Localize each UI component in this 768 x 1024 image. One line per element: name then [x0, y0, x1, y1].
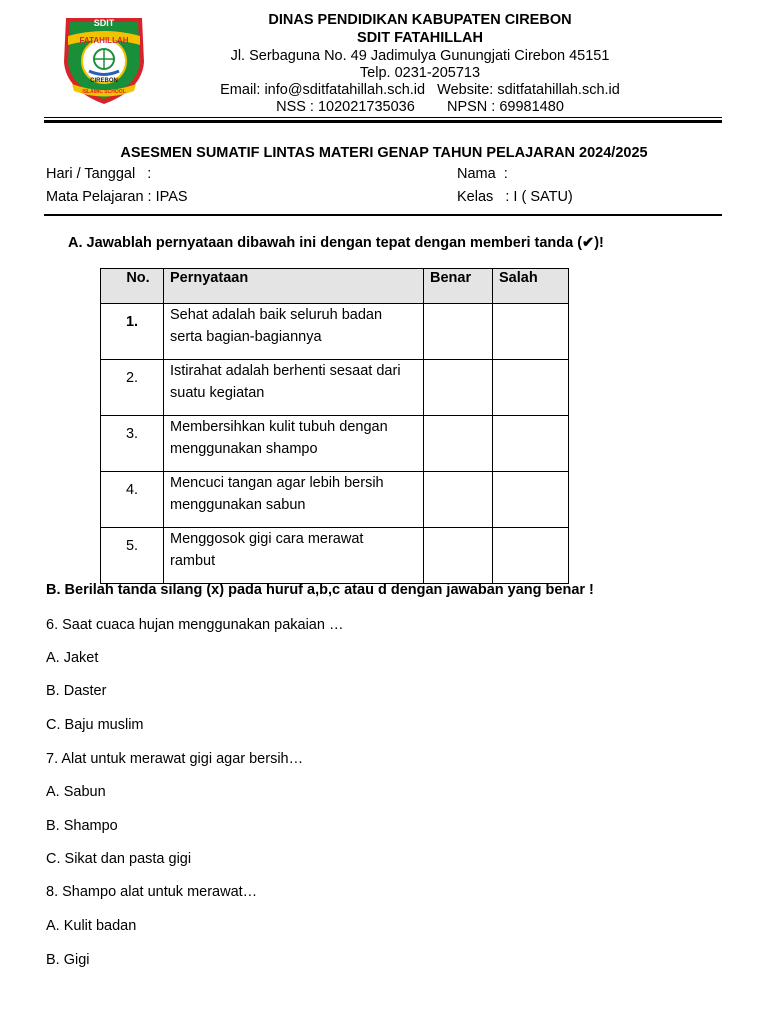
statement-line: Mencuci tangan agar lebih bersih [170, 475, 384, 491]
school-address: Jl. Serbaguna No. 49 Jadimulya Gunungjati Cirebon 45151 [230, 48, 610, 64]
false-answer-cell[interactable] [493, 472, 569, 528]
false-answer-cell[interactable] [493, 304, 569, 360]
table-header-row [101, 269, 569, 304]
logo-ribbon-text: FATAHILLAH [79, 36, 129, 45]
answer-option: A. Jaket [46, 650, 99, 666]
true-answer-cell[interactable] [424, 416, 493, 472]
letterhead-rule-thin [44, 117, 722, 118]
true-answer-cell[interactable] [424, 360, 493, 416]
school-phone: Telp. 0231-205713 [359, 65, 481, 81]
true-answer-cell[interactable] [424, 528, 493, 584]
answer-option: B. Daster [46, 683, 107, 699]
row-number: 4. [125, 482, 139, 498]
true-answer-cell[interactable] [424, 472, 493, 528]
subject-field: Mata Pelajaran : IPAS [46, 189, 188, 205]
row-number: 2. [125, 370, 139, 386]
false-answer-cell[interactable] [493, 360, 569, 416]
statement-line: serta bagian-bagiannya [170, 329, 322, 345]
logo-bottom-text: ISLAMIC SCHOOL [82, 89, 126, 95]
question-line: 6. Saat cuaca hujan menggunakan pakaian … [46, 617, 344, 633]
exam-title: ASESMEN SUMATIF LINTAS MATERI GENAP TAHUN PELAJARAN 2024/2025 [120, 145, 648, 161]
false-answer-cell[interactable] [493, 528, 569, 584]
header-no: No. [101, 269, 164, 304]
false-answer-cell[interactable] [493, 416, 569, 472]
statement-line: Istirahat adalah berhenti sesaat dari [170, 363, 401, 379]
table-row [101, 304, 569, 360]
section-b-instruction: B. Berilah tanda silang (x) pada huruf a,b,c atau d dengan jawaban yang benar ! [46, 582, 594, 598]
school-name: SDIT FATAHILLAH [357, 30, 483, 46]
table-row [101, 416, 569, 472]
name-field: Nama : [457, 166, 508, 182]
day-date-field: Hari / Tanggal : [46, 166, 152, 182]
statement-table [100, 268, 569, 584]
statement-line: Sehat adalah baik seluruh badan [170, 307, 383, 323]
question-line: 8. Shampo alat untuk merawat… [46, 884, 258, 900]
statement-line: menggunakan shampo [170, 441, 318, 457]
answer-option: A. Kulit badan [46, 918, 137, 934]
class-field: Kelas : I ( SATU) [457, 189, 573, 205]
school-logo [56, 14, 152, 106]
form-rule [44, 214, 722, 216]
statement-line: Menggosok gigi cara merawat [170, 531, 364, 547]
answer-option: B. Shampo [46, 818, 118, 834]
table-row [101, 528, 569, 584]
header-true: Benar [424, 269, 493, 304]
header-false: Salah [493, 269, 569, 304]
row-number: 5. [125, 538, 139, 554]
school-ids: NSS : 102021735036 NPSN : 69981480 [276, 99, 564, 115]
true-answer-cell[interactable] [424, 304, 493, 360]
row-number: 3. [125, 426, 139, 442]
statement-line: menggunakan sabun [170, 497, 306, 513]
letterhead-rule-thick [44, 120, 722, 123]
logo-city-text: CIREBON [90, 78, 118, 84]
header-statement: Pernyataan [164, 269, 424, 304]
answer-option: C. Sikat dan pasta gigi [46, 851, 192, 867]
statement-line: suatu kegiatan [170, 385, 265, 401]
table-row [101, 472, 569, 528]
statement-line: Membersihkan kulit tubuh dengan [170, 419, 388, 435]
statement-line: rambut [170, 553, 216, 569]
row-number: 1. [125, 314, 139, 330]
section-a-instruction: A. Jawablah pernyataan dibawah ini dengan tepat dengan memberi tanda (✔)! [68, 235, 604, 251]
agency-name: DINAS PENDIDIKAN KABUPATEN CIREBON [268, 12, 572, 28]
answer-option: B. Gigi [46, 952, 90, 968]
answer-option: A. Sabun [46, 784, 106, 800]
answer-option: C. Baju muslim [46, 717, 144, 733]
logo-top-text: SDIT [93, 18, 115, 28]
school-contact: Email: info@sditfatahillah.sch.id Website: sditfatahillah.sch.id [220, 82, 620, 98]
question-line: 7. Alat untuk merawat gigi agar bersih… [46, 751, 304, 767]
table-row [101, 360, 569, 416]
